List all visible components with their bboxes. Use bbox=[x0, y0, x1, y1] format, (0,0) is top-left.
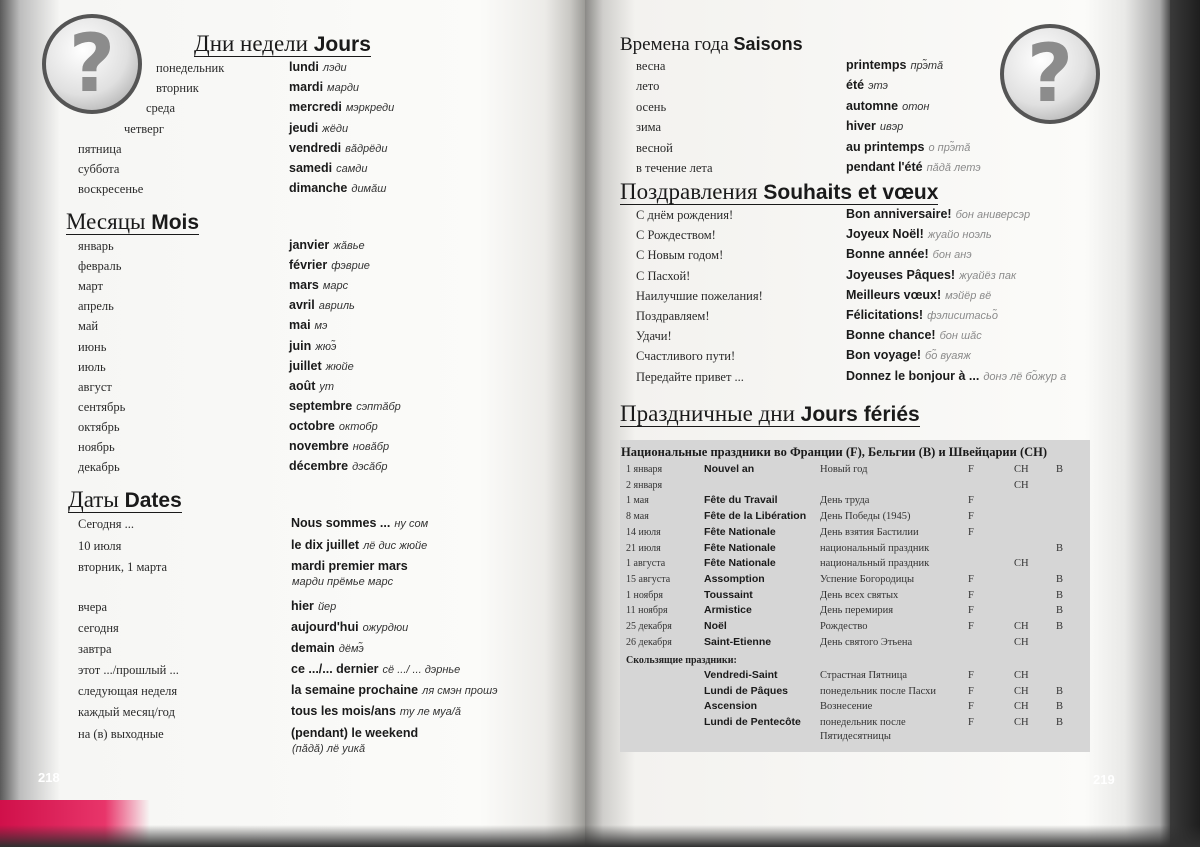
french-word: mercredi bbox=[289, 100, 342, 115]
russian-word: среда bbox=[146, 101, 176, 116]
seasons-heading-ru: Времена года bbox=[620, 34, 729, 55]
transcription: фэлиситасьо̃ bbox=[927, 310, 998, 322]
french-term bbox=[846, 248, 972, 261]
holiday-name-ru: Вознесение bbox=[820, 701, 873, 713]
french-term bbox=[846, 228, 992, 241]
months-heading-fr: Mois bbox=[151, 211, 200, 234]
french-word: pendant l'été bbox=[846, 160, 923, 174]
french-term bbox=[289, 319, 327, 332]
french-word: Meilleurs vœux! bbox=[846, 287, 942, 302]
transcription: мэркреди bbox=[345, 102, 395, 115]
holiday-date: 26 декабря bbox=[626, 636, 672, 648]
french-term bbox=[846, 161, 981, 174]
french-term bbox=[846, 309, 998, 322]
transcription: ту ле муа/ă bbox=[399, 706, 461, 718]
country-belgium: B bbox=[1056, 573, 1064, 585]
transcription: вăдрёди bbox=[345, 142, 388, 155]
transcription: фэврие bbox=[331, 260, 370, 273]
russian-word: Счастливого пути! bbox=[636, 349, 736, 364]
french-term bbox=[291, 600, 336, 613]
french-word: ce .../... dernier bbox=[291, 662, 379, 676]
holiday-name: Toussaint bbox=[704, 588, 753, 601]
french-term bbox=[289, 380, 334, 393]
transcription: дэсăбр bbox=[352, 461, 388, 474]
transcription: сэптăбр bbox=[356, 400, 401, 413]
russian-word: С Новым годом! bbox=[636, 248, 724, 263]
holiday-date: 2 января bbox=[626, 479, 663, 491]
french-word: mai bbox=[289, 318, 311, 333]
months-heading-ru: Месяцы bbox=[66, 209, 146, 234]
french-term bbox=[846, 208, 1030, 221]
page-number-left: 218 bbox=[38, 770, 60, 785]
transcription: (пăдă) лё уикă bbox=[292, 743, 366, 755]
country-france: F bbox=[968, 670, 974, 681]
wishes-heading-fr: Souhaits et vœux bbox=[763, 181, 939, 204]
russian-word: январь bbox=[78, 239, 114, 253]
holidays-table-title: Национальные праздники во Франции (F), Бельгии (B) и Швейцарии (CH) bbox=[621, 445, 1048, 459]
russian-word: С Пасхой! bbox=[636, 268, 691, 283]
french-term bbox=[289, 360, 354, 373]
holiday-name-ru: День перемирия bbox=[820, 605, 894, 617]
french-term bbox=[846, 120, 903, 133]
transcription: жёди bbox=[322, 122, 349, 135]
russian-word: ноябрь bbox=[78, 440, 115, 454]
transcription: жюэ̃ bbox=[315, 340, 337, 353]
french-word: Nous sommes ... bbox=[291, 516, 391, 530]
country-belgium: B bbox=[1056, 464, 1064, 475]
french-term bbox=[291, 517, 428, 530]
french-word: Bon voyage! bbox=[846, 348, 922, 363]
transcription: прэ̃тă bbox=[910, 60, 944, 72]
french-word: la semaine prochaine bbox=[291, 683, 419, 697]
question-mark-icon: ? bbox=[42, 14, 142, 114]
russian-word: Наилучшие пожелания! bbox=[636, 288, 763, 303]
russian-word: этот .../прошлый ... bbox=[78, 663, 179, 677]
seasons-heading bbox=[620, 35, 803, 54]
french-term bbox=[289, 400, 401, 413]
book-cover-edge bbox=[1170, 0, 1200, 847]
page-number-right: 219 bbox=[1093, 772, 1115, 787]
holiday-name-ru: понедельник после Пасхи bbox=[820, 685, 936, 697]
french-word: juillet bbox=[289, 358, 322, 373]
country-france: F bbox=[968, 526, 974, 538]
holiday-date: 11 ноября bbox=[626, 605, 668, 617]
russian-word: сегодня bbox=[78, 621, 119, 635]
french-term bbox=[846, 141, 970, 154]
months-heading bbox=[66, 210, 199, 235]
russian-word: август bbox=[78, 379, 112, 394]
holiday-name-ru: День святого Этьена bbox=[820, 636, 913, 648]
russian-word: понедельник bbox=[156, 61, 225, 75]
transcription: отон bbox=[902, 100, 930, 113]
holiday-date: 15 августа bbox=[626, 573, 671, 585]
french-word: Bonne chance! bbox=[846, 328, 936, 343]
transcription: самди bbox=[336, 163, 368, 175]
transcription: бон анэ bbox=[932, 249, 972, 262]
russian-word: вторник bbox=[156, 81, 199, 96]
russian-word: суббота bbox=[78, 162, 120, 176]
country-belgium: B bbox=[1056, 685, 1064, 697]
russian-word: май bbox=[78, 319, 99, 334]
days-heading-ru: Дни недели bbox=[194, 31, 308, 56]
russian-word: каждый месяц/год bbox=[78, 705, 175, 719]
french-term bbox=[289, 142, 387, 155]
french-term bbox=[846, 349, 971, 362]
dates-heading-ru: Даты bbox=[68, 487, 119, 512]
russian-word: Передайте привет ... bbox=[636, 369, 744, 384]
french-word: mardi premier mars bbox=[291, 559, 408, 573]
french-word: mardi bbox=[289, 80, 324, 95]
country-france: F bbox=[968, 605, 974, 617]
country-switzerland: CH bbox=[1014, 685, 1029, 697]
french-term bbox=[291, 621, 408, 634]
french-term bbox=[289, 162, 367, 175]
french-term bbox=[846, 329, 982, 342]
holiday-name: Ascension bbox=[704, 700, 758, 713]
holiday-date: 1 ноября bbox=[626, 589, 663, 601]
transcription: димăш bbox=[351, 183, 387, 196]
holidays-heading-ru: Праздничные дни bbox=[620, 401, 795, 426]
russian-word: сентябрь bbox=[78, 399, 126, 414]
french-word: Bon anniversaire! bbox=[846, 207, 952, 221]
russian-word: весной bbox=[636, 140, 673, 155]
russian-word: Поздравляем! bbox=[636, 309, 710, 323]
holiday-name-ru: Успение Богородицы bbox=[820, 573, 915, 585]
french-term bbox=[846, 100, 929, 113]
russian-word: июнь bbox=[78, 339, 107, 354]
french-word: mars bbox=[289, 278, 319, 293]
french-term bbox=[289, 81, 359, 94]
holiday-name-ru: День всех святых bbox=[820, 589, 899, 601]
country-belgium: B bbox=[1056, 701, 1064, 713]
transcription: жюйе bbox=[325, 360, 354, 373]
transcription: новăбр bbox=[352, 441, 390, 453]
russian-word: С Рождеством! bbox=[636, 228, 716, 243]
holiday-date: 25 декабря bbox=[626, 621, 672, 632]
country-france: F bbox=[968, 495, 974, 507]
holiday-name-ru: Пятидесятницы bbox=[820, 731, 891, 743]
french-word: Félicitations! bbox=[846, 308, 924, 322]
french-word: au printemps bbox=[846, 139, 925, 154]
transcription: бон шăс bbox=[939, 330, 982, 343]
french-term bbox=[291, 663, 460, 676]
holidays-heading bbox=[620, 402, 920, 427]
french-term bbox=[289, 340, 336, 353]
question-mark-icon: ? bbox=[1000, 24, 1100, 124]
movable-holidays-label: Скользящие праздники: bbox=[626, 655, 737, 666]
transcription: бо̃ вуаяж bbox=[925, 350, 971, 363]
dates-heading bbox=[68, 488, 182, 513]
french-word: septembre bbox=[289, 398, 353, 413]
french-term bbox=[846, 269, 1016, 282]
transcription: ивэр bbox=[879, 121, 904, 134]
holiday-name: Vendredi-Saint bbox=[704, 669, 778, 681]
transcription: пăдă летэ bbox=[926, 162, 981, 174]
french-term bbox=[291, 642, 364, 655]
days-heading bbox=[194, 32, 371, 57]
transcription: жуайёз пак bbox=[959, 269, 1017, 282]
country-belgium: B bbox=[1056, 542, 1064, 554]
french-term bbox=[846, 79, 888, 92]
transcription: мэ bbox=[314, 320, 328, 333]
russian-word: вчера bbox=[78, 600, 108, 614]
french-term bbox=[289, 279, 348, 292]
country-france: F bbox=[968, 621, 974, 632]
holiday-name: Assomption bbox=[704, 572, 765, 585]
french-word: août bbox=[289, 378, 316, 393]
french-term bbox=[846, 289, 991, 302]
french-term bbox=[291, 539, 427, 552]
holiday-name-ru: День взятия Бастилии bbox=[820, 526, 919, 538]
holiday-name-ru: Рождество bbox=[820, 621, 868, 632]
french-word: octobre bbox=[289, 418, 335, 433]
country-belgium: B bbox=[1056, 621, 1064, 632]
french-word: le dix juillet bbox=[291, 538, 360, 552]
wishes-heading bbox=[620, 180, 938, 205]
russian-word: вторник, 1 марта bbox=[78, 560, 168, 574]
russian-word: зима bbox=[636, 120, 661, 135]
french-word: samedi bbox=[289, 161, 333, 175]
french-term bbox=[289, 239, 365, 252]
transcription: этэ bbox=[868, 80, 888, 93]
french-word: hiver bbox=[846, 119, 876, 134]
holiday-name: Fête du Travail bbox=[704, 494, 778, 507]
french-word: décembre bbox=[289, 459, 349, 474]
holiday-name: Lundi de Pâques bbox=[704, 684, 789, 697]
country-switzerland: CH bbox=[1014, 701, 1029, 713]
country-switzerland: CH bbox=[1014, 636, 1029, 648]
russian-word: на (в) выходные bbox=[78, 727, 164, 741]
holiday-name-ru: национальный праздник bbox=[820, 558, 930, 570]
dates-heading-fr: Dates bbox=[124, 489, 182, 512]
holiday-date: 8 мая bbox=[626, 511, 649, 523]
russian-word: июль bbox=[78, 359, 106, 374]
transcription: лэди bbox=[322, 62, 347, 74]
holiday-date: 14 июля bbox=[626, 526, 661, 538]
holiday-name: Fête Nationale bbox=[704, 541, 776, 554]
transcription: донэ лё бо̃жур а bbox=[983, 370, 1067, 383]
transcription: марди прёмье марс bbox=[292, 576, 394, 588]
bottom-shadow bbox=[0, 825, 1200, 847]
holiday-date: 1 мая bbox=[626, 495, 649, 507]
holiday-name-ru: День труда bbox=[820, 495, 870, 507]
russian-word: февраль bbox=[78, 259, 122, 274]
country-france: F bbox=[968, 701, 974, 713]
country-switzerland: CH bbox=[1014, 717, 1029, 729]
russian-word: весна bbox=[636, 59, 666, 73]
holiday-name: Saint-Etienne bbox=[704, 635, 772, 648]
french-word: printemps bbox=[846, 58, 907, 72]
french-term bbox=[289, 101, 394, 114]
transcription: ля смэн прошэ bbox=[422, 685, 498, 697]
french-word: Joyeux Noël! bbox=[846, 227, 924, 242]
russian-word: четверг bbox=[124, 121, 165, 136]
transcription: марди bbox=[327, 82, 360, 95]
holiday-name: Fête Nationale bbox=[704, 525, 776, 538]
russian-word: лето bbox=[636, 79, 660, 94]
country-switzerland: CH bbox=[1014, 464, 1029, 475]
holiday-name: Fête de la Libération bbox=[704, 510, 807, 523]
french-word: avril bbox=[289, 298, 315, 313]
holiday-date: 1 января bbox=[626, 464, 663, 475]
holiday-name-ru: национальный праздник bbox=[820, 542, 930, 554]
days-heading-fr: Jours bbox=[313, 33, 371, 56]
french-word: vendredi bbox=[289, 140, 342, 155]
french-term bbox=[289, 61, 347, 74]
holiday-name: Lundi de Pentecôte bbox=[704, 716, 801, 729]
french-term bbox=[289, 259, 370, 272]
french-term bbox=[289, 122, 348, 135]
transcription: лё дис жюйе bbox=[363, 540, 428, 552]
country-belgium: B bbox=[1056, 717, 1064, 729]
french-word: été bbox=[846, 78, 865, 93]
country-switzerland: CH bbox=[1014, 558, 1029, 570]
french-word: demain bbox=[291, 641, 335, 655]
holiday-date: 21 июля bbox=[626, 542, 661, 554]
french-word: novembre bbox=[289, 439, 349, 453]
wishes-heading-ru: Поздравления bbox=[620, 179, 758, 204]
french-word: Bonne année! bbox=[846, 247, 929, 262]
country-switzerland: CH bbox=[1014, 670, 1029, 681]
french-term bbox=[291, 684, 498, 697]
transcription: ут bbox=[319, 380, 335, 393]
french-word: février bbox=[289, 258, 328, 273]
russian-word: завтра bbox=[78, 642, 112, 656]
transcription: жăвье bbox=[333, 240, 365, 252]
holiday-name-ru: Новый год bbox=[820, 464, 868, 475]
transcription: бон аниверсэр bbox=[955, 209, 1031, 221]
transcription: дёмэ̃ bbox=[338, 643, 364, 655]
russian-word: апрель bbox=[78, 299, 114, 314]
french-term bbox=[289, 440, 389, 453]
french-term bbox=[291, 727, 418, 740]
country-france: F bbox=[968, 464, 974, 475]
russian-word: март bbox=[78, 279, 103, 294]
country-france: F bbox=[968, 573, 974, 585]
french-term bbox=[291, 560, 408, 573]
french-term bbox=[289, 460, 387, 473]
russian-word: декабрь bbox=[78, 460, 120, 475]
french-word: juin bbox=[289, 338, 312, 353]
holiday-name-ru: Страстная Пятница bbox=[820, 670, 907, 681]
holiday-date: 1 августа bbox=[626, 558, 666, 570]
transcription: мэйёр вё bbox=[945, 289, 992, 302]
country-france: F bbox=[968, 717, 974, 729]
transcription: сё .../ ... дэрньe bbox=[382, 664, 461, 676]
country-switzerland: CH bbox=[1014, 621, 1029, 632]
transcription: ожурдюи bbox=[362, 622, 409, 634]
russian-word: пятница bbox=[78, 141, 122, 156]
french-word: (pendant) le weekend bbox=[291, 726, 419, 740]
russian-word: октябрь bbox=[78, 419, 120, 434]
russian-word: 10 июля bbox=[78, 539, 122, 553]
country-france: F bbox=[968, 511, 974, 523]
french-word: janvier bbox=[289, 238, 330, 252]
french-word: hier bbox=[291, 599, 314, 613]
russian-word: С днём рождения! bbox=[636, 208, 734, 222]
holiday-name: Noël bbox=[704, 620, 727, 632]
transcription: ну сом bbox=[394, 518, 429, 530]
french-word: dimanche bbox=[289, 181, 348, 196]
country-france: F bbox=[968, 589, 974, 601]
russian-word: в течение лета bbox=[636, 161, 713, 175]
french-word: Joyeuses Pâques! bbox=[846, 267, 956, 282]
russian-word: воскресенье bbox=[78, 182, 144, 197]
holiday-name: Fête Nationale bbox=[704, 557, 776, 570]
holiday-name: Nouvel an bbox=[704, 463, 755, 475]
french-word: Donnez le bonjour à ... bbox=[846, 368, 980, 383]
french-word: automne bbox=[846, 98, 899, 113]
transcription: йер bbox=[317, 601, 337, 613]
holidays-heading-fr: Jours fériés bbox=[800, 403, 920, 426]
french-word: jeudi bbox=[289, 120, 319, 135]
russian-word: Удачи! bbox=[636, 329, 672, 344]
country-belgium: B bbox=[1056, 605, 1064, 617]
country-belgium: B bbox=[1056, 589, 1064, 601]
country-switzerland: CH bbox=[1014, 479, 1029, 491]
holiday-name: Armistice bbox=[704, 604, 752, 617]
french-term bbox=[289, 420, 378, 433]
transcription: жуайо ноэль bbox=[927, 229, 992, 242]
russian-word: осень bbox=[636, 99, 667, 114]
transcription: о прэ̃тă bbox=[928, 141, 971, 154]
russian-word: Сегодня ... bbox=[78, 517, 135, 531]
transcription: октобр bbox=[338, 420, 378, 433]
french-word: aujourd'hui bbox=[291, 620, 359, 634]
country-france: F bbox=[968, 685, 974, 697]
holiday-name-ru: понедельник после bbox=[820, 717, 906, 729]
transcription: марс bbox=[322, 280, 349, 293]
french-word: tous les mois/ans bbox=[291, 704, 396, 718]
french-term bbox=[846, 370, 1066, 383]
seasons-heading-fr: Saisons bbox=[733, 34, 803, 54]
russian-word: следующая неделя bbox=[78, 684, 178, 698]
french-term bbox=[846, 59, 943, 72]
french-term bbox=[289, 182, 386, 195]
french-term bbox=[291, 705, 461, 718]
french-word: lundi bbox=[289, 60, 319, 74]
french-term bbox=[289, 299, 355, 312]
holiday-name-ru: День Победы (1945) bbox=[820, 511, 911, 523]
transcription: авриль bbox=[318, 300, 355, 313]
